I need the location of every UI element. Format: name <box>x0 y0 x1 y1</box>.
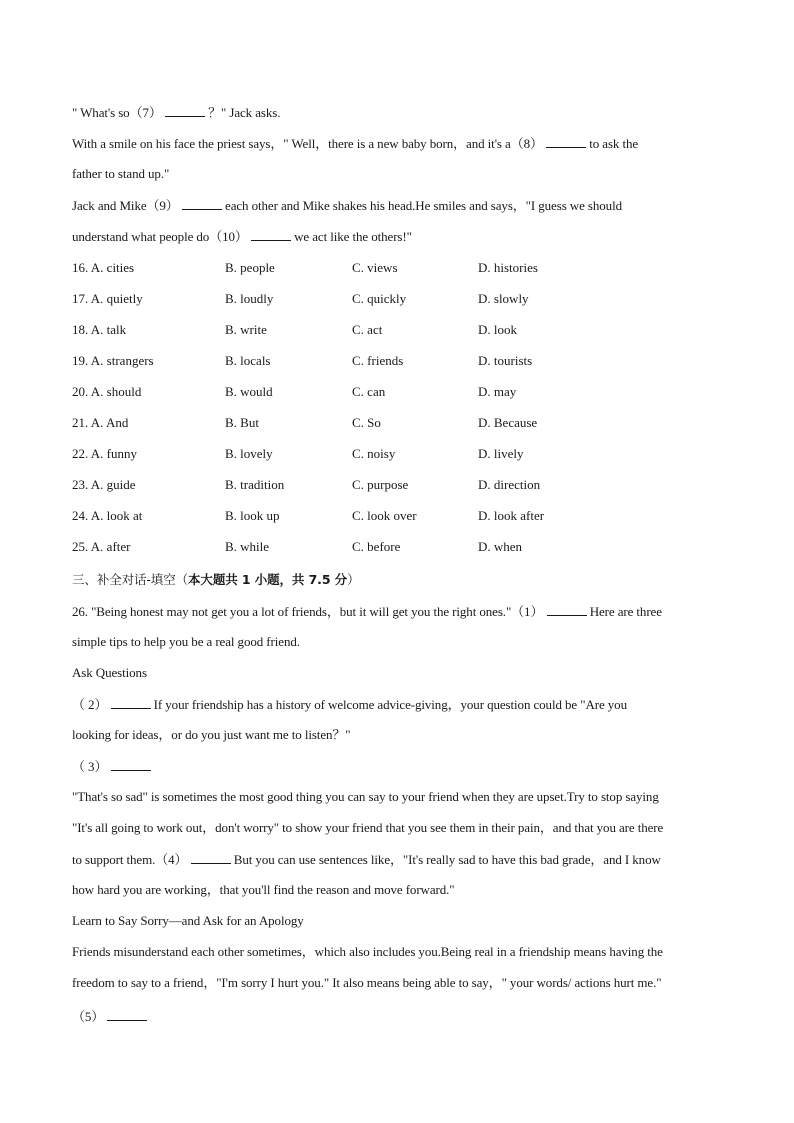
option-d[interactable]: D. look <box>478 322 517 337</box>
passage-line-q8: With a smile on his face the priest says，" Well，there is a new baby born，and it's a（8） to ask the <box>72 136 639 151</box>
option-d[interactable]: D. histories <box>478 260 538 275</box>
option-c[interactable]: C. look over <box>352 508 417 523</box>
q26-line-6: （ 3） <box>72 758 732 775</box>
option-c[interactable]: C. friends <box>352 353 404 368</box>
option-b[interactable]: B. would <box>225 384 273 399</box>
question-row <box>72 291 732 307</box>
subheading-say-sorry: Learn to Say Sorry—and Ask for an Apology <box>72 913 304 928</box>
option-b[interactable]: B. while <box>225 539 270 554</box>
option-a[interactable]: 17. A. quietly <box>72 291 143 306</box>
option-d[interactable]: D. when <box>478 539 523 554</box>
option-c[interactable]: C. quickly <box>352 291 407 306</box>
answer-blank-26-4[interactable] <box>191 851 231 864</box>
option-a[interactable]: 22. A. funny <box>72 446 137 461</box>
passage-line-3: father to stand up." <box>72 166 170 181</box>
question-row <box>72 539 732 555</box>
option-d[interactable]: D. tourists <box>478 353 533 368</box>
answer-blank-26-3[interactable] <box>111 758 151 771</box>
option-a[interactable]: 25. A. after <box>72 539 131 554</box>
option-b[interactable]: B. people <box>225 260 275 275</box>
q26-line-1: 26. "Being honest may not get you a lot of friends，but it will get you the right ones."（1） Here are three <box>72 604 662 619</box>
answer-blank-8[interactable] <box>546 135 586 148</box>
option-a[interactable]: 19. A. strangers <box>72 353 154 368</box>
option-b[interactable]: B. loudly <box>225 291 274 306</box>
option-a[interactable]: 21. A. And <box>72 415 129 430</box>
q26-line-14: （5） <box>72 1008 732 1025</box>
q26-line-10: how hard you are working，that you'll find the reason and move forward." <box>72 882 455 897</box>
q26-line-7: "That's so sad" is sometimes the most good thing you can say to your friend when they are upset.Try to stop saying <box>72 789 659 804</box>
question-row <box>72 353 732 369</box>
option-a[interactable]: 24. A. look at <box>72 508 143 523</box>
answer-blank-26-1[interactable] <box>547 603 587 616</box>
option-c[interactable]: C. noisy <box>352 446 396 461</box>
section-3-heading: 三、补全对话-填空（本大题共 1 小题，共 7.5 分） <box>72 572 360 587</box>
q26-line-4: （ 2） If your friendship has a history of welcome advice-giving，your question could be "Are you <box>72 697 627 712</box>
q26-line-13: freedom to say to a friend，"I'm sorry I hurt you." It also means being able to say，" your words/ actions hurt me." <box>72 975 662 990</box>
option-d[interactable]: D. may <box>478 384 517 399</box>
option-c[interactable]: C. can <box>352 384 386 399</box>
answer-blank-7[interactable] <box>165 104 205 117</box>
option-b[interactable]: B. write <box>225 322 267 337</box>
q26-line-5: looking for ideas，or do you just want me to listen？" <box>72 727 351 742</box>
option-c[interactable]: C. purpose <box>352 477 409 492</box>
subheading-ask-questions: Ask Questions <box>72 665 147 680</box>
option-a[interactable]: 23. A. guide <box>72 477 136 492</box>
option-d[interactable]: D. lively <box>478 446 524 461</box>
option-a[interactable]: 16. A. cities <box>72 260 135 275</box>
answer-blank-10[interactable] <box>251 228 291 241</box>
option-b[interactable]: B. lovely <box>225 446 273 461</box>
question-row <box>72 322 732 338</box>
option-c[interactable]: C. act <box>352 322 383 337</box>
passage-line-q10: understand what people do（10） we act like the others!" <box>72 229 412 244</box>
option-d[interactable]: D. look after <box>478 508 545 523</box>
answer-blank-26-5[interactable] <box>107 1008 147 1021</box>
q26-line-12: Friends misunderstand each other sometimes，which also includes you.Being real in a friendship means having the <box>72 944 663 959</box>
option-d[interactable]: D. Because <box>478 415 538 430</box>
question-row <box>72 477 732 493</box>
option-d[interactable]: D. slowly <box>478 291 529 306</box>
answer-blank-9[interactable] <box>182 197 222 210</box>
question-row <box>72 508 732 524</box>
option-c[interactable]: C. before <box>352 539 401 554</box>
option-a[interactable]: 18. A. talk <box>72 322 127 337</box>
passage-line-q9: Jack and Mike（9） each other and Mike shakes his head.He smiles and says，"I guess we should <box>72 198 622 213</box>
question-row <box>72 415 732 431</box>
answer-blank-26-2[interactable] <box>111 696 151 709</box>
q26-line-8: "It's all going to work out，don't worry" to show your friend that you see them in their pain，and that you are there <box>72 820 664 835</box>
option-b[interactable]: B. tradition <box>225 477 285 492</box>
passage-line-q7: " What's so（7） ？" Jack asks. <box>72 105 281 120</box>
option-b[interactable]: B. look up <box>225 508 280 523</box>
q26-line-2: simple tips to help you be a real good friend. <box>72 634 300 649</box>
option-d[interactable]: D. direction <box>478 477 541 492</box>
question-row <box>72 260 732 276</box>
option-c[interactable]: C. So <box>352 415 381 430</box>
option-a[interactable]: 20. A. should <box>72 384 142 399</box>
option-c[interactable]: C. views <box>352 260 398 275</box>
option-b[interactable]: B. But <box>225 415 259 430</box>
question-row <box>72 446 732 462</box>
question-row <box>72 384 732 400</box>
q26-line-9: to support them.（4） But you can use sentences like，"It's really sad to have this bad grade，and I know <box>72 852 661 867</box>
option-b[interactable]: B. locals <box>225 353 271 368</box>
